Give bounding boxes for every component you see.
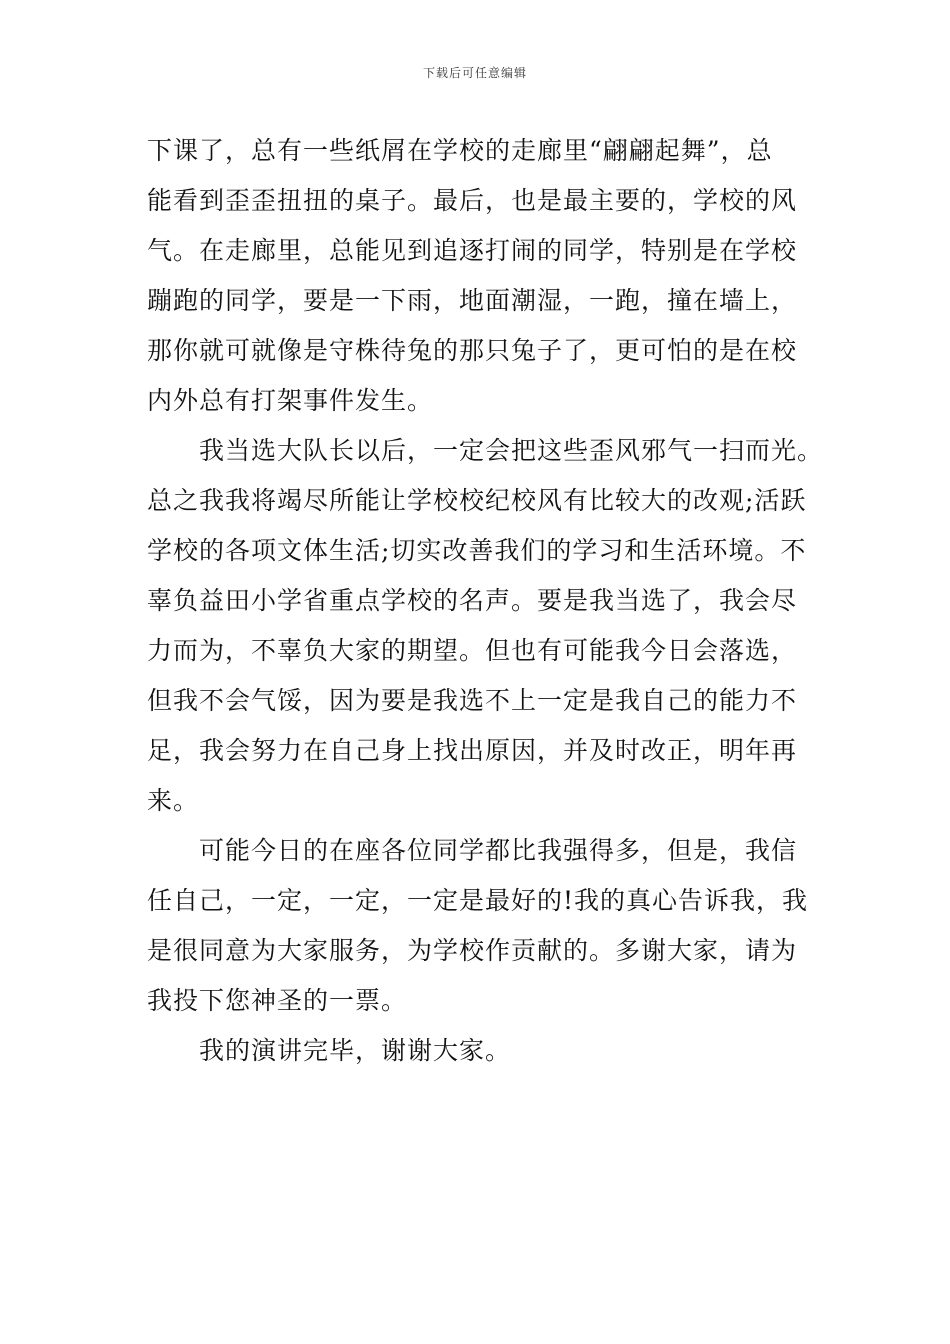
text-line: 总之我我将竭尽所能让学校校纪校风有比较大的改观;活跃 [147,486,807,515]
text-line: 下课了，总有一些纸屑在学校的走廊里“翩翩起舞”，总 [147,136,773,165]
text-line: 可能今日的在座各位同学都比我强得多，但是，我信 [199,836,798,865]
page-header: 下载后可任意编辑 [422,66,527,80]
text-line: 能看到歪歪扭扭的桌子。最后，也是最主要的，学校的风 [147,186,798,215]
paragraph [147,126,817,426]
text-line: 我的演讲完毕，谢谢大家。 [199,1036,512,1065]
text-line: 来。 [147,786,200,815]
text-line: 辜负益田小学省重点学校的名声。要是我当选了，我会尽 [147,586,798,615]
paragraph [147,426,824,826]
text-line: 内外总有打架事件发生。 [147,386,434,415]
text-line: 任自己，一定，一定，一定是最好的!我的真心告诉我，我 [147,886,809,915]
text-line: 蹦跑的同学，要是一下雨，地面潮湿，一跑，撞在墙上， [147,286,798,315]
text-line: 学校的各项文体生活;切实改善我们的学习和生活环境。不 [147,536,807,565]
text-line: 力而为，不辜负大家的期望。但也有可能我今日会落选， [147,636,798,665]
text-line: 但我不会气馁，因为要是我选不上一定是我自己的能力不 [147,686,798,715]
text-line: 气。在走廊里，总能见到追逐打闹的同学，特别是在学校 [147,236,798,265]
text-line: 那你就可就像是守株待兔的那只兔子了，更可怕的是在校 [147,336,798,365]
document-body [147,126,824,1076]
paragraph [147,1026,817,1076]
text-line: 是很同意为大家服务，为学校作贡献的。多谢大家，请为 [147,936,798,965]
text-line: 我当选大队长以后，一定会把这些歪风邪气一扫而光。 [199,436,824,465]
text-line: 足，我会努力在自己身上找出原因，并及时改正，明年再 [147,736,798,765]
paragraph [147,826,817,1026]
text-line: 我投下您神圣的一票。 [147,986,408,1015]
